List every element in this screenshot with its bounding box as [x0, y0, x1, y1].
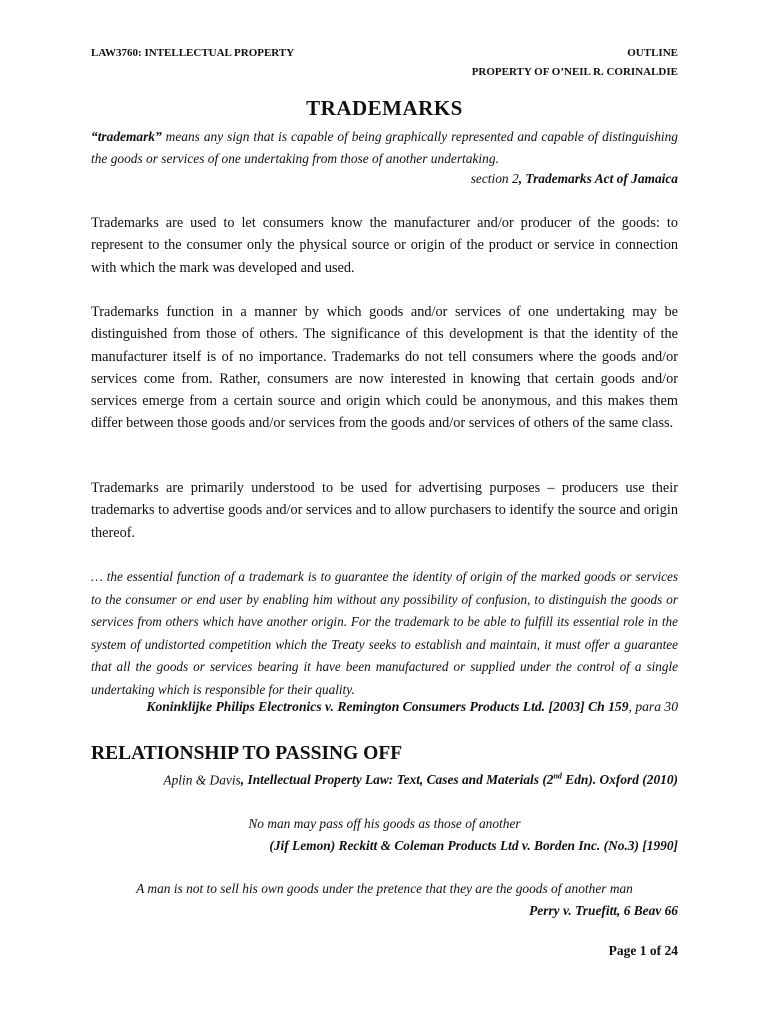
paragraph-2: Trademarks function in a manner by which goods and/or services of one undertaking may be distinguished from those of others. The significance of this development is that the identity of the manufacturer itself is of no importance. Trademarks do not tell consumers where the goods and/or services come from. Rather, consumers are now interested in knowing that certain goods and/or services emerge from a certain source and origin which could be anonymous, and this makes them differ between those goods and/or services from the goods and/or services of others of the same class. — [91, 304, 678, 432]
block-quote: … the essential function of a trademark is to guarantee the identity of origin of the marked goods or services to the consumer or end user by enabling him without any possibility of confusion, to distinguish the goods or services from others which have another origin. For the trademark to be able to fulfill its essential role in the system of undistorted competition which the Treaty seeks to establish and maintain, it must offer a guarantee that all the goods or services bearing it have been manufactured or supplied under the control of a single undertaking which is responsible for their quality. — [91, 569, 678, 697]
case-citation-1: (Jif Lemon) Reckitt & Coleman Products Ltd v. Borden Inc. (No.3) [1990] — [269, 838, 678, 853]
quote-passing-off-1: No man may pass off his goods as those of another — [248, 816, 521, 831]
paragraph-3: Trademarks are primarily understood to be used for advertising purposes – producers use their trademarks to advertise goods and/or services and to allow purchasers to identify the source and origin thereof. — [91, 480, 678, 541]
quote-passing-off-2: A man is not to sell his own goods under the pretence that they are the goods of another man — [136, 881, 633, 896]
case-citation-2: Perry v. Truefitt, 6 Beav 66 — [529, 903, 678, 918]
page-title: TRADEMARKS — [306, 96, 463, 120]
doc-type: OUTLINE — [627, 47, 678, 59]
course-title: LAW3760: INTELLECTUAL PROPERTY — [91, 47, 295, 59]
doc-owner: PROPERTY OF O’NEIL R. CORINALDIE — [471, 66, 678, 78]
quote-citation: Koninklijke Philips Electronics v. Remington Consumers Products Ltd. [2003] Ch 159, para 30 — [146, 699, 678, 714]
page-number: Page 1 of 24 — [608, 943, 678, 958]
definition — [91, 126, 678, 170]
paragraph-1: Trademarks are used to let consumers know the manufacturer and/or producer of the goods: to represent to the consumer only the physical source or origin of the product or service in connection with which the mark was developed and used. — [91, 215, 678, 276]
definition-text: means any sign that is capable of being graphically represented and capable of distinguishing the goods or services of one undertaking from those of another undertaking. — [91, 129, 678, 166]
section-source: Aplin & Davis, Intellectual Property Law: Text, Cases and Materials (2nd Edn). Oxford (2010) — [163, 772, 678, 788]
section-heading: RELATIONSHIP TO PASSING OFF — [91, 743, 403, 764]
definition-citation: section 2, Trademarks Act of Jamaica — [470, 171, 678, 186]
defined-term: “trademark” — [91, 129, 162, 144]
